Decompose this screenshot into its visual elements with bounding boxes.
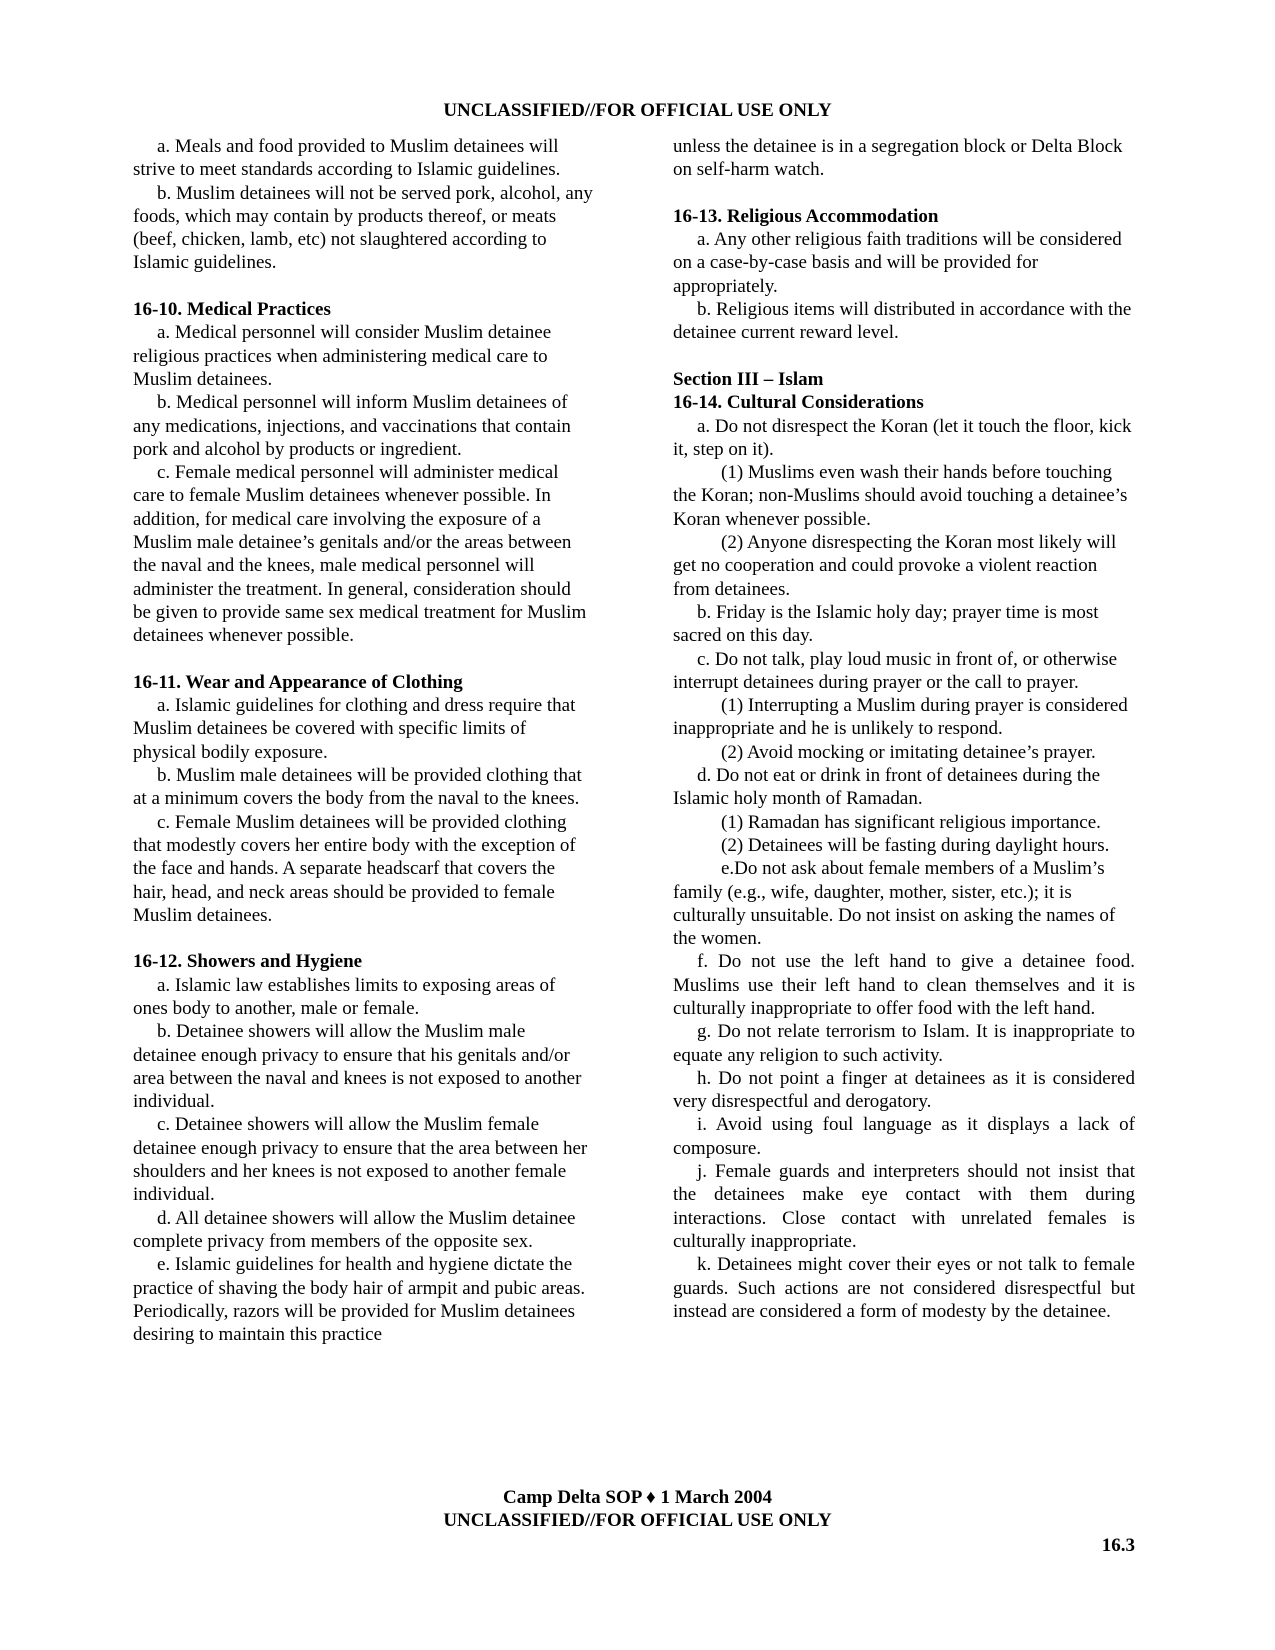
paragraph: a. Islamic law establishes limits to exposing areas of ones body to another, male or female. bbox=[133, 974, 556, 1019]
section-heading: 16-11. Wear and Appearance of Clothing bbox=[133, 671, 463, 693]
paragraph: d. Do not eat or drink in front of detainees during the Islamic holy month of Ramadan. bbox=[673, 765, 1101, 810]
paragraph: d. All detainee showers will allow the Muslim detainee complete privacy from members of the opposite sex. bbox=[133, 1207, 576, 1252]
paragraph: e. Islamic guidelines for health and hygiene dictate the practice of shaving the body hair of armpit and pubic areas. Periodically, razors will be provided for Muslim detainees desiring to maintain this practice bbox=[133, 1254, 586, 1346]
paragraph: b. Detainee showers will allow the Muslim male detainee enough privacy to ensure that his genitals and/or area between the naval and knees is not exposed to another individual. bbox=[133, 1021, 582, 1113]
paragraph: g. Do not relate terrorism to Islam. It is inappropriate to equate any religion to such activity. bbox=[673, 1021, 1135, 1066]
section-heading: Section III – Islam bbox=[673, 368, 824, 390]
footer-document-date: Camp Delta SOP ♦ 1 March 2004 bbox=[503, 1487, 772, 1508]
paragraph: j. Female guards and interpreters should not insist that the detainees make eye contact with them during interactions. Close contact with unrelated females is culturally inappropriate. bbox=[673, 1161, 1135, 1252]
paragraph: e.Do not ask about female members of a Muslim’s family (e.g., wife, daughter, mother, sister, etc.); it is culturally unsuitable. Do not insist on asking the names of the women. bbox=[673, 858, 1116, 950]
section-heading: 16-10. Medical Practices bbox=[133, 299, 331, 321]
left-column bbox=[133, 135, 593, 1346]
paragraph: h. Do not point a finger at detainees as it is considered very disrespectful and derogatory. bbox=[673, 1067, 1135, 1113]
paragraph: b. Friday is the Islamic holy day; prayer time is most sacred on this day. bbox=[673, 601, 1099, 647]
section-heading: 16-12. Showers and Hygiene bbox=[133, 951, 363, 973]
paragraph: (2) Avoid mocking or imitating detainee’s prayer. bbox=[721, 741, 1096, 763]
paragraph: i. Avoid using foul language as it displays a lack of composure. bbox=[673, 1114, 1135, 1159]
paragraph: b. Muslim detainees will not be served pork, alcohol, any foods, which may contain by products thereof, or meats (beef, chicken, lamb, etc) not slaughtered according to Islamic guidelines. bbox=[133, 182, 593, 274]
section-heading: 16-14. Cultural Considerations bbox=[673, 392, 924, 414]
footer-classification: UNCLASSIFIED//FOR OFFICIAL USE ONLY bbox=[443, 1510, 832, 1531]
paragraph: unless the detainee is in a segregation block or Delta Block on self-harm watch. bbox=[673, 136, 1123, 181]
page-number: 16.3 bbox=[1101, 1535, 1135, 1556]
paragraph: a. Any other religious faith traditions will be considered on a case-by-case basis and will be provided for appropriately. bbox=[673, 229, 1122, 297]
paragraph: b. Muslim male detainees will be provided clothing that at a minimum covers the body from the naval to the knees. bbox=[133, 765, 582, 810]
paragraph: a. Islamic guidelines for clothing and dress require that Muslim detainees be covered with specific limits of physical bodily exposure. bbox=[133, 695, 576, 763]
paragraph: b. Medical personnel will inform Muslim detainees of any medications, injections, and vaccinations that contain pork and alcohol by products or ingredient. bbox=[133, 392, 571, 460]
paragraph: f. Do not use the left hand to give a detainee food. Muslims use their left hand to clean themselves and it is culturally inappropriate to offer food with the left hand. bbox=[673, 951, 1135, 1019]
paragraph: (2) Detainees will be fasting during daylight hours. bbox=[721, 834, 1110, 856]
paragraph: (1) Ramadan has significant religious importance. bbox=[721, 811, 1101, 833]
paragraph: c. Female medical personnel will administer medical care to female Muslim detainees whenever possible. In addition, for medical care involving the exposure of a Muslim male detainee’s genitals and/or the areas between the naval and the knees, male medical personnel will administer the treatment. In general, consideration should be given to provide same sex medical treatment for Muslim detainees whenever possible. bbox=[133, 462, 587, 647]
paragraph: c. Do not talk, play loud music in front of, or otherwise interrupt detainees during prayer or the call to prayer. bbox=[673, 648, 1118, 693]
paragraph: a. Medical personnel will consider Muslim detainee religious practices when administering medical care to Muslim detainees. bbox=[133, 322, 552, 390]
paragraph: b. Religious items will distributed in accordance with the detainee current reward level. bbox=[673, 299, 1132, 344]
paragraph: a. Meals and food provided to Muslim detainees will strive to meet standards according to Islamic guidelines. bbox=[133, 136, 561, 181]
paragraph: c. Detainee showers will allow the Muslim female detainee enough privacy to ensure that the area between her shoulders and her knees is not exposed to another female individual. bbox=[133, 1114, 588, 1206]
right-column bbox=[673, 135, 1135, 1323]
paragraph: (1) Muslims even wash their hands before touching the Koran; non-Muslims should avoid touching a detainee’s Koran whenever possible. bbox=[673, 462, 1128, 530]
paragraph: (1) Interrupting a Muslim during prayer is considered inappropriate and he is unlikely to respond. bbox=[673, 695, 1128, 740]
paragraph: c. Female Muslim detainees will be provided clothing that modestly covers her entire body with the exception of the face and hands. A separate headscarf that covers the hair, head, and neck areas should be provided to female Muslim detainees. bbox=[133, 811, 576, 926]
paragraph: (2) Anyone disrespecting the Koran most likely will get no cooperation and could provoke a violent reaction from detainees. bbox=[673, 532, 1117, 600]
classification-header: UNCLASSIFIED//FOR OFFICIAL USE ONLY bbox=[443, 100, 832, 121]
page-footer bbox=[0, 1486, 1275, 1532]
paragraph: k. Detainees might cover their eyes or not talk to female guards. Such actions are not considered disrespectful but instead are considered a form of modesty by the detainee. bbox=[673, 1254, 1135, 1322]
section-heading: 16-13. Religious Accommodation bbox=[673, 205, 939, 227]
paragraph: a. Do not disrespect the Koran (let it touch the floor, kick it, step on it). bbox=[673, 415, 1132, 460]
